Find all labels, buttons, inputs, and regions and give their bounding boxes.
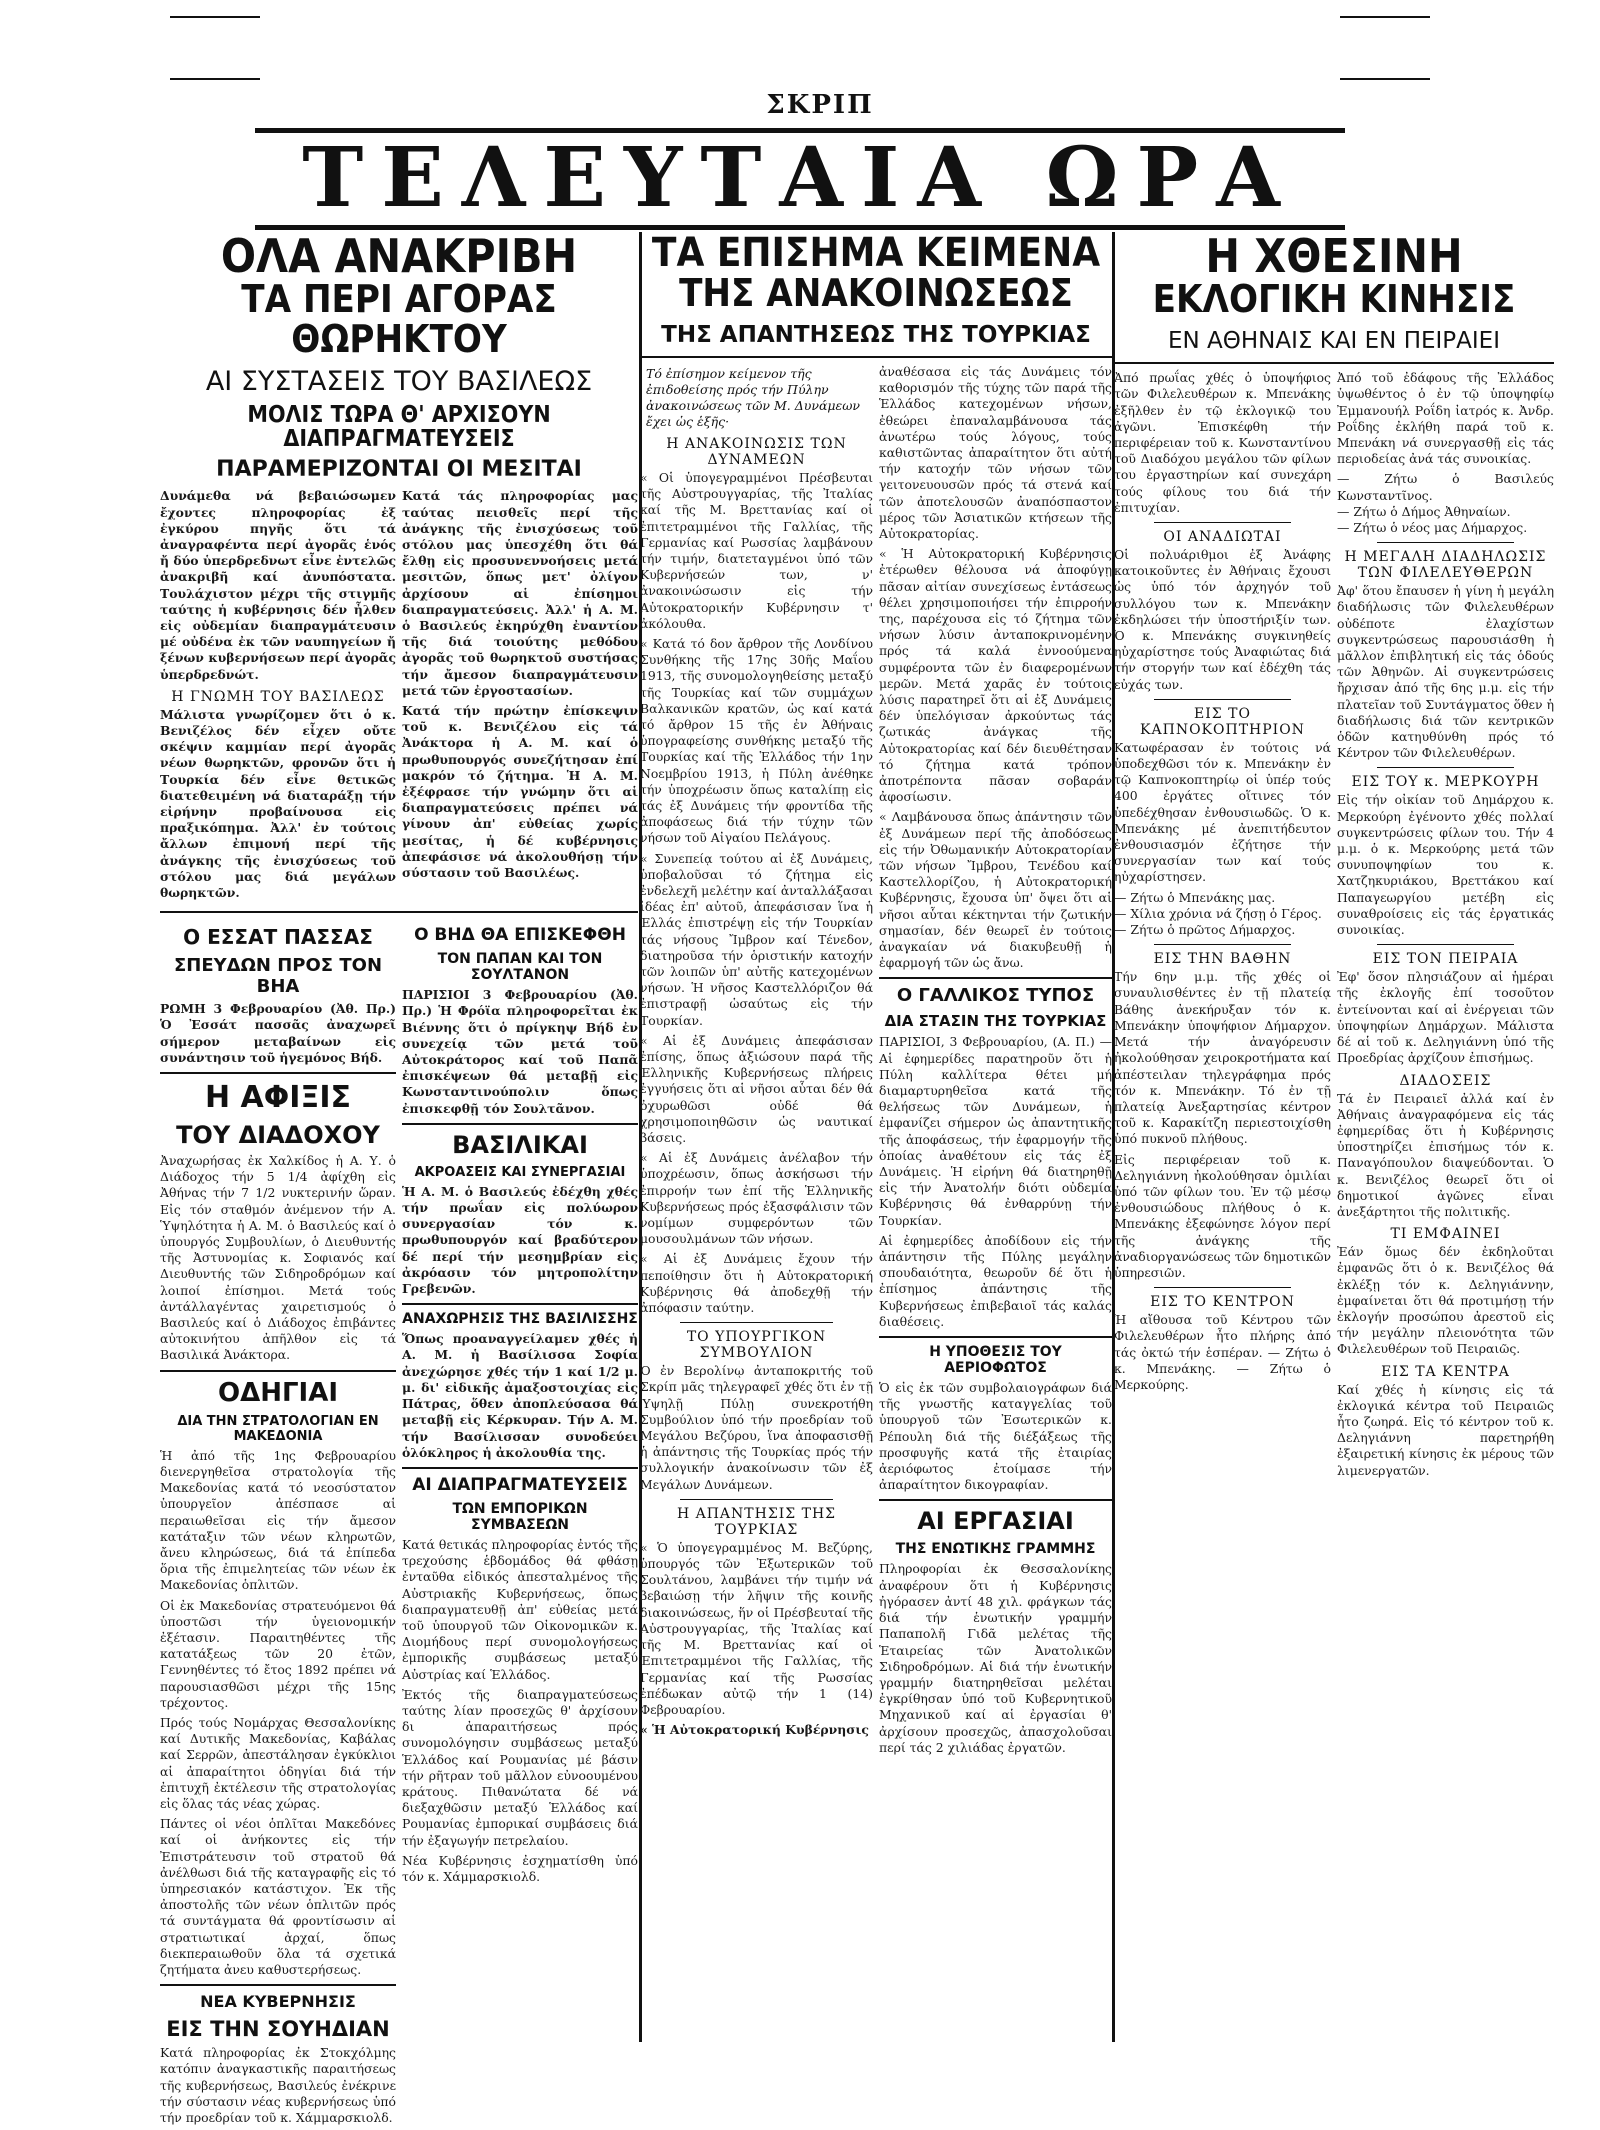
article-paragraph: Ἡ Α. Μ. ὁ Βασιλεύς ἐδέχθη χθές τήν πρωΐαν εἰς πολύωρον συνεργασίαν τόν κ. πρωθυπουργόν καί βραδύτερον δέ περί τήν μεσημβρίαν εἰς ἀκρόασιν τόν μητροπολίτην Γρεβενῶν.: [402, 1183, 638, 1297]
section-heading: ΟΔΗΓΙΑΙ: [217, 1377, 339, 1408]
article-paragraph: Εἰς τήν οἰκίαν τοῦ Δημάρχου κ. Μερκούρη ἐγένοντο χθές πολλαί συγκεντρώσεις φίλων του. Τήν 4 μ.μ. ὁ κ. Μερκούρης μετά τῶν συνυποψηφίων του κ. Χατζηκυριάκου, Βρεττάκου καί Παπαγεωργίου μετέβη εἰς συναθροίσεις εἰς τάς ἐργατικάς συνοικίας.: [1337, 792, 1554, 938]
section-heading: Ο ΕΣΣΑΤ ΠΑΣΣΑΣ: [183, 925, 373, 950]
divider: [879, 1336, 1112, 1338]
headline: ΟΛΑ ΑΝΑΚΡΙΒΗ: [220, 229, 578, 283]
section-heading: ΝΕΑ ΚΥΒΕΡΝΗΣΙΣ: [200, 1992, 356, 2012]
section-heading: ΤΩΝ ΕΜΠΟΡΙΚΩΝ ΣΥΜΒΑΣΕΩΝ: [452, 1500, 588, 1533]
article-paragraph: — Ζήτω ὁ Μπενάκης μας. — Χίλια χρόνια νά ζήσῃ ὁ Γέρος. — Ζήτω ὁ πρῶτος Δήμαρχος.: [1114, 889, 1322, 938]
article-paragraph: Ἐκτός τῆς διαπραγματεύσεως ταύτης λίαν προσεχῶς θ' ἀρχίσουν δι ἀπαραιτήσεως πρός συνομολόγησιν συμβάσεως μεταξύ Ἑλλάδος καί Ρουμανίας μέ βάσιν τήν ρῆτραν τοῦ μᾶλλον εὐνοουμένου κράτους. Πιθανώτατα δέ νά διεξαχθῶσιν μεταξύ Ἑλλάδος καί Ρουμανίας ἐμπορικαί συμβάσεις διά τήν ἐξαγωγήν πετρελαίου.: [402, 1686, 638, 1848]
divider: [402, 1467, 638, 1469]
article-paragraph: Μάλιστα γνωρίζομεν ὅτι ὁ κ. Βενιζέλος δέν εἶχεν οὔτε σκέψιν καμμίαν περί ἀγορᾶς νέων θωρηκτῶν, φρονῶν ὅτι ἡ Τουρκία δέν εἶνε θετικῶς διατεθειμένη νά διαταράξῃ τήν εἰρήνην προβαίνουσα εἰς πραξικόπημα. Ἀλλ' ἐν τούτοις ἄλλων ἐπιμονή περί τῆς ἀνάγκης τῆς ἐνισχύσεως τοῦ στόλου μας διά μεγάλων θωρηκτῶν.: [160, 706, 396, 901]
article-paragraph: Πληροφορίαι ἐκ Θεσσαλονίκης ἀναφέρουν ὅτι ἡ Κυβέρνησις ἠγόρασεν ἀντί 48 χιλ. φράγκων τάς διά τήν ἑνωτικήν γραμμήν Παπαπολῆ Γιδᾶ μελέτας τῆς Ἑταιρείας τῶν Ἀνατολικῶν Σιδηροδρόμων. Αἱ διά τήν ἑνωτικήν γραμμήν διατηρηθεῖσαι μελέται ἐγκρίθησαν ὑπό τοῦ Κυβερνητικοῦ Μηχανικοῦ καί αἱ ἐργασίαι θ' ἀρχίσουν προσεχῶς, ἀπασχολοῦσαι περί τάς 2 χιλιάδας ἐργατῶν.: [879, 1561, 1112, 1755]
divider: [160, 1984, 396, 1986]
divider: [160, 1072, 396, 1074]
section-heading: ΑΙ ΕΡΓΑΣΙΑΙ: [917, 1507, 1074, 1536]
column-left: [160, 229, 638, 2125]
article-paragraph: — Ζήτω ὁ Βασιλεύς Κωνσταντῖνος. — Ζήτω ὁ Δήμος Ἀθηναίων. — Ζήτω ὁ νέος μας Δήμαρχος.: [1337, 471, 1554, 536]
article-intro: Τό ἐπίσημον κείμενον τῆς ἐπιδοθείσης πρός τήν Πύλην ἀνακοινώσεως τῶν Μ. Δυνάμεων ἔχει ὡς ἑξῆς·: [646, 365, 861, 429]
headline-banner: [255, 128, 1345, 230]
divider: [1154, 944, 1291, 945]
divider: [680, 1322, 833, 1323]
article-paragraph: « Αἱ ἐξ Δυνάμεις ἀπεφάσισαν ἐπίσης, ὅπως ἀξιώσουν παρά τῆς Ἑλληνικῆς Κυβερνήσεως πλήρεις ἐγγυήσεις ὅτι αἱ νῆσοι αὗται δέν θά ὀχυρωθῶσι οὐδέ θά χρησιμοποιηθῶσιν ὡς ναυτικαί βάσεις.: [640, 1032, 873, 1146]
divider: [1154, 1287, 1291, 1288]
article-paragraph: Πρός τούς Νομάρχας Θεσσαλονίκης καί Δυτικῆς Μακεδονίας, Καβάλας καί Σερρῶν, ἀπεστάλησαν ἐγκύκλιοι αἱ ἀπαραίτητοι ὁδηγίαι διά τήν ἐπιτυχῆ ἐκτέλεσιν τῆς στρατολογίας εἰς ὅλας τάς νέας χώρας.: [160, 1714, 396, 1811]
article-paragraph: Δυνάμεθα νά βεβαιώσωμεν ἔχοντες πληροφορίας ἐξ ἐγκύρου πηγῆς ὅτι τά ἀναγραφέντα περί ἀγορᾶς ἑνός ἤ δύο ὑπερδρεδνωτ εἶνε ἐντελῶς ἀνακριβῆ καί ἀνυπόστατα. Τουλάχιστον μέχρι τῆς στιγμῆς ταύτης ἡ κυβέρνησις δέν ἦλθεν εἰς οὐδεμίαν διαπραγμάτευσιν μέ οὐδένα ἐκ τῶν ναυπηγείων ἤ ξένων κυβερνήσεων περί ἀγορᾶς ὑπερδρεδνώτ.: [160, 488, 396, 682]
section-heading: ΕΙΣ ΤΟΥ κ. ΜΕΡΚΟΥΡΗ: [1351, 774, 1540, 791]
column-right: [1114, 229, 1554, 2042]
article-paragraph: Κατωφέρασαν ἐν τούτοις νά ὑποδεχθῶσι τόν κ. Μπενάκην ἐν τῷ Καπνοκοπτηρίῳ οἱ ὑπέρ τούς 400 ἐργάτες οἵτινες τόν ὑπεδέχθησαν ἐνθουσιωδῶς. Ὁ κ. Μπενάκης μέ ἀνεπιτήδευτον ἐνθουσιασμόν ἐζήτησε τήν συνεργασίαν των καί τούς ηὐχαρίστησεν.: [1114, 739, 1331, 885]
article-paragraph: Ἀναχωρήσας ἐκ Χαλκίδος ἡ Α. Υ. ὁ Διάδοχος τήν 5 1/4 ἀφίχθη εἰς Ἀθήνας τήν 7 1/2 νυκτερινήν ὥραν. Εἰς τόν σταθμόν ἀνέμενον τήν Α. Ὑψηλότητα ἡ Α. Μ. ὁ Βασιλεύς καί ὁ ὑπουργός Συμβουλίων, ὁ Διευθυντής τῆς Ἀστυνομίας κ. Σοφιανός καί Διευθυντής τῶν Σιδηροδρόμων καί λοιποί ἐπίσημοι. Μετά τούς ἀντάλλαγέντας χαιρετισμούς ὁ Βασιλεύς καί ὁ Διάδοχος ἐπιβάντες αὐτοκινήτου ἀπῆλθον εἰς τά Βασιλικά Ἀνάκτορα.: [160, 1153, 396, 1363]
section-heading: Η ΑΦΙΞΙΣ: [204, 1080, 352, 1116]
article-body: [160, 488, 638, 905]
subheadline: ΜΟΛΙΣ ΤΩΡΑ Θ' ΑΡΧΙΣΟΥΝ ΔΙΑΠΡΑΓΜΑΤΕΥΣΕΙΣ: [247, 402, 551, 453]
article-paragraph: « Οἱ ὑπογεγραμμένοι Πρέσβευται τῆς Αὐστρουγγαρίας, τῆς Ἰταλίας καί τῆς Μ. Βρεττανίας καί οἱ ἐπιτετραμμένοι τῆς Γαλλίας, τῆς Γερμανίας καί Ρωσσίας λαμβάνουν τήν τιμήν, διατεταγμένοι ὑπό τῶν Κυβερνήσεών των, ν' ἀνακοινώσωσιν εἰς τήν Αὐτοκρατορικήν Κυβέρνησιν τ' ἀκόλουθα.: [640, 469, 873, 631]
subheadline: ΤΗΣ ΑΠΑΝΤΗΣΕΩΣ ΤΗΣ ΤΟΥΡΚΙΑΣ: [661, 321, 1091, 348]
divider: [1154, 699, 1291, 700]
section-heading: ΑΙ ΔΙΑΠΡΑΓΜΑΤΕΥΣΕΙΣ: [412, 1474, 628, 1495]
banner-ornament-right: [1340, 16, 1430, 80]
section-heading: Η ΥΠΟΘΕΣΙΣ ΤΟΥ ΑΕΡΙΟΦΩΤΟΣ: [929, 1344, 1062, 1377]
headline: ΤΑ ΕΠΙΣΗΜΑ ΚΕΙΜΕΝΑ: [651, 230, 1101, 276]
article-paragraph: Ἐφ' ὅσον πλησιάζουν αἱ ἡμέραι τῆς ἐκλογῆς ἐπί τοσοῦτον ἐντείνονται καί αἱ ἐνέργειαι τῶν ὑποψηφίων Δημάρχων. Μάλιστα δέ αἱ τοῦ κ. Δεληγιάννη ὑπό τῆς Προεδρίας ἀρχίζουν ἐπισήμως.: [1337, 969, 1554, 1066]
article-paragraph: Πάντες οἱ νέοι ὁπλῖται Μακεδόνες καί οἱ ἀνήκοντες εἰς τήν Ἐπιστράτευσιν τοῦ στρατοῦ θά ἀνέλθωσι διά τῆς καταγραφῆς εἰς τό ὑπηρεσιακόν κατάστιχον. Ἐκ τῆς ἀποστολῆς τῶν νέων ὁπλιτῶν πρός τά συντάγματα θά φροντίσωσιν αἱ στρατιωτικαί ἀρχαί, ὅπως διεκπεραιωθοῦν ὅλα τά σχετικά ζητήματα ἀνευ καθυστερήσεως.: [160, 1816, 396, 1977]
article-paragraph: Οἱ πολυάριθμοι ἐξ Ἀνάφης κατοικοῦντες ἐν Ἀθήναις ἔχουσι ὡς ὑπό τόν ἀρχηγόν τοῦ συλλόγου των κ. Μπενάκην ἐκδηλώσει τήν ὑποστήριξίν των. Ὁ κ. Μπενάκης συγκινηθείς ηὐχαρίστησε τούς Ἀναφιώτας διά τήν στοργήν των καί ἐδέχθη τάς εὐχάς των.: [1114, 547, 1331, 692]
article-paragraph: « Ἡ Αὐτοκρατορική Κυβέρνησις: [640, 1722, 869, 1738]
divider: [680, 1499, 833, 1500]
article-paragraph: Ὅπως προαναγγείλαμεν χθές ἡ Α. Μ. ἡ Βασίλισσα Σοφία ἀνεχώρησε χθές τήν 1 καί 1/2 μ. μ. δι' εἰδικῆς ἀμαξοστοιχίας εἰς Πάτρας, ὅθεν ἀποπλεύσασα θά μεταβῇ εἰς Κέρκυραν. Τήν Α. Μ. τήν Βασίλισσαν συνοδεύει ὁλόκληρος ἡ ἀκολουθία της.: [402, 1331, 638, 1460]
article-paragraph: Κατά τήν πρώτην ἐπίσκεψιν τοῦ κ. Βενιζέλου εἰς τά Ἀνάκτορα ἡ Α. Μ. καί ὁ πρωθυπουργός συνεζήτησαν ἐπί μακρόν τό ζήτημα. Ἡ Α. Μ. ἐξέφρασε τήν γνώμην ὅτι αἱ διαπραγματεύσεις πρέπει νά γίνουν ἀπ' εὐθείας χωρίς μεσίτας, ἡ δέ κυβέρνησις ἀπεφάσισε νά ἀκολουθήσῃ τήν σύστασιν τοῦ Βασιλέως.: [402, 703, 638, 881]
section-heading: Η ΓΝΩΜΗ ΤΟΥ ΒΑΣΙΛΕΩΣ: [171, 688, 385, 705]
section-heading: ΒΑΣΙΛΙΚΑΙ: [452, 1130, 588, 1159]
article-paragraph: Κατά τάς πληροφορίας μας ταύτας πεισθεῖς περί τῆς ἀνάγκης τῆς ἐνισχύσεως τοῦ στόλου μας ὑπεσχέθη ὅτι θά ἔλθῃ εἰς προσυνεννοήσεις μετά μεσιτῶν, ὅπως μετ' ὀλίγον ἀρχίσουν αἱ ἐπίσημοι διαπραγματεύσεις. Ἀλλ' ἡ Α. Μ. ὁ Βασιλεύς ἐκηρύχθη ἐναντίον τῆς διά τοιούτης μεθόδου ἀγορᾶς τοῦ θωρηκτοῦ συστήσας τήν ἄμεσον διαπραγμάτευσιν μετά τῶν ἐργοστασίων.: [402, 488, 638, 698]
article-paragraph: Ἡ ἀπό τῆς 1ης Φεβρουαρίου διενεργηθεῖσα στρατολογία τῆς Μακεδονίας κατά τό νεοσύστατον ὑπουργεῖον ἀπέσπασε αἱ περαιωθεῖσαι εἰς τήν ἄμεσον κατάταξιν τῶν νέων κληρωτῶν, ἄνευ κληρώσεως, διά τά ἐπίπεδα ὅρια τῆς ἐπιμελητείας τῶν νέων ἐκ Μακεδονίας ὁπλιτῶν.: [160, 1447, 396, 1593]
article-paragraph: Καί χθές ἡ κίνησις εἰς τά ἐκλογικά κέντρα τοῦ Πειραιῶς ἦτο ζωηρά. Εἰς τό κέντρον τοῦ κ. Δεληγιάννη παρετηρήθη ἐξαιρετική κίνησις ἐκ μέρους τῶν λιμενεργατῶν.: [1337, 1381, 1554, 1478]
article-paragraph: « Αἱ ἐξ Δυνάμεις ἔχουν τήν πεποίθησιν ὅτι ἡ Αὐτοκρατορική Κυβέρνησις θά ἀποδεχθῇ τήν ἀπόφασιν ταύτην.: [640, 1251, 873, 1316]
section-heading: ΕΙΣ ΤΟ ΚΑΠΝΟΚΟΠΤΗΡΙΟΝ: [1140, 705, 1305, 738]
divider: [640, 356, 1112, 358]
divider: [160, 1370, 396, 1372]
section-heading: ΤΗΣ ΕΝΩΤΙΚΗΣ ΓΡΑΜΜΗΣ: [895, 1541, 1096, 1558]
article-paragraph: Κατά πληροφορίας ἐκ Στοκχόλμης κατόπιν ἀναγκαστικῆς παραιτήσεως τῆς κυβερνήσεως, Βασιλεύς ἐνέκρινε τήν σύστασιν νέας κυβερνήσεως ὑπό τήν προεδρίαν τοῦ κ. Χάμμαρσκιολδ.: [160, 2045, 396, 2125]
article-paragraph: « Λαμβάνουσα ὅπως ἀπάντησιν τῶν ἐξ Δυνάμεων περί τῆς ἀποδόσεως εἰς τήν Ὀθωμανικήν Αὐτοκρατορίαν τῶν νήσων Ἴμβρου, Τενέδου καί Καστελλορίζου, ἡ Αὐτοκρατορική Κυβέρνησις, ἔχουσα ὑπ' ὄψει ὅτι αἱ νῆσοι αὗται κέκτηνται τήν ζωτικήν σημασίαν, δέν θεωρεῖ ἐν τούτοις ἀναγκαίαν νά διακυβευθῇ ἡ ἐφαρμογή τῶν ὡς ἄνω.: [879, 809, 1112, 971]
section-heading: ΑΚΡΟΑΣΕΙΣ ΚΑΙ ΣΥΝΕΡΓΑΣΙΑΙ: [414, 1164, 626, 1180]
article-paragraph: « Κατά τό δον ἄρθρον τῆς Λονδίνου Συνθήκης τῆς 17ης 30ῆς Μαΐου 1913, τῆς συνομολογηθείσης μεταξύ τῆς Τουρκίας καί τῶν συμμάχων Βαλκανικῶν κρατῶν, ὡς καί κατά τό ἄρθρον 15 τῆς ἐν Ἀθήναις ὑπογραφείσης συνθήκης μεταξύ τῆς Τουρκίας καί τῆς Ἑλλάδος τήν 1ην Νοεμβρίου 1913, ἡ Πύλη ἀνέθηκε τήν ὑποχρέωσιν ὅπως καταλίπῃ εἰς τάς ἐξ Δυνάμεις τήν φροντίδα τῆς ἀποφάσεως διά τήν τύχην τῶν νήσων τοῦ Αἰγαίου Πελάγους.: [640, 635, 873, 846]
headline: ΤΗΣ ΑΝΑΚΟΙΝΩΣΕΩΣ: [679, 271, 1073, 315]
divider: [879, 977, 1112, 979]
divider: [1377, 944, 1514, 945]
section-heading: ΕΙΣ ΤΟΝ ΠΕΙΡΑΙΑ: [1372, 951, 1519, 968]
section-heading: ΤΙ ΕΜΦΑΙΝΕΙ: [1390, 1226, 1501, 1243]
column-center: [640, 232, 1112, 2042]
article-paragraph: Οἱ ἐκ Μακεδονίας στρατευόμενοι θά ὑποστῶσι τήν ὑγειονομικήν ἐξέτασιν. Παραιτηθέντες τῆς κατατάξεως τῶν 20 ἐτῶν, Γεννηθέντες τό ἔτος 1892 πρέπει νά παρουσιασθῶσι μέχρι τῆς 15ης τρέχοντος.: [160, 1597, 396, 1710]
section-heading: Η ΑΠΑΝΤΗΣΙΣ ΤΗΣ ΤΟΥΡΚΙΑΣ: [676, 1505, 837, 1538]
section-heading: Ο ΒΗΔ ΘΑ ΕΠΙΣΚΕΦΘΗ: [414, 925, 626, 946]
divider: [1377, 542, 1514, 543]
divider: [402, 1123, 638, 1125]
headline: ΕΚΛΟΓΙΚΗ ΚΙΝΗΣΙΣ: [1152, 277, 1516, 322]
section-heading: ΣΠΕΥΔΩΝ ΠΡΟΣ ΤΟΝ ΒΗΑ: [173, 955, 383, 998]
article-paragraph: Τά ἐν Πειραιεῖ ἀλλά καί ἐν Ἀθήναις ἀναγραφόμενα εἰς τάς ἐφημερίδας ὅτι ἡ Κυβέρνησις ὑποστηρίζει ἐπισήμως τόν κ. Παναγόπουλον διαψεύδονται. Ὁ κ. Βενιζέλος θεωρεῖ ὅτι οἱ δημοτικοί ἀγῶνες εἶναι ἀνεξάρτητοι τῆς πολιτικῆς.: [1337, 1090, 1554, 1219]
article-paragraph: Ἀφ' ὅτου ἔπαυσεν ἡ γίνη ἡ μεγάλη διαδήλωσις τῶν Φιλελευθέρων οὐδέποτε ἐλαχίστων συγκεντρώσεως παρουσιάσθη ἡ μᾶλλον ἐπιβλητική εἰς τάς ὁδούς τῶν Ἀθηνῶν. Αἱ συγκεντρώσεις ἤρχισαν ἀπό τῆς 6ης μ.μ. εἰς τήν πλατεῖαν τοῦ Συντάγματος ὅθεν ἡ διαδήλωσις διά τῶν κεντρικῶν ὁδῶν κατηυθύνθη πρός τό Κέντρον τῶν Φιλελευθέρων.: [1337, 583, 1554, 761]
article-paragraph: Ὁ ἐν Βερολίνῳ ἀνταποκριτής τοῦ Σκρίπ μᾶς τηλεγραφεῖ χθές ὅτι ἐν τῇ Ὑψηλῇ Πύλῃ συνεκροτήθη Συμβούλιον ὑπό τήν προεδρίαν τοῦ Μεγάλου Βεζύρου, ἵνα ἀποφασισθῇ ἡ ἀπάντησις τῆς Τουρκίας πρός τήν συλλογικήν ἀνακοίνωσιν τῶν ἐξ Μεγάλων Δυνάμεων.: [640, 1363, 873, 1492]
article-paragraph: Ἐάν ὅμως δέν ἐκδηλοῦται ἐμφανῶς ὅτι ὁ κ. Βενιζέλος θά ἐκλέξῃ τόν κ. Δεληγιάννην, ἐμφαίνεται ὅτι θά προτιμήσῃ τήν ἐκλογήν προσώπου ἀρεστοῦ εἰς τήν μεγάλην πλειονότητα τῶν Φιλελευθέρων τοῦ Πειραιῶς.: [1337, 1244, 1554, 1357]
divider: [879, 1499, 1112, 1501]
article-paragraph: « Ἡ Αὐτοκρατορική Κυβέρνησις ἐτέρωθεν θέλουσα νά ἀποφύγῃ πᾶσαν αἰτίαν συνεχίσεως ἐντάσεως θέλει χρησιμοποιήσει τήν ἐπιρροήν της, παρέχουσα εἰς τό ζήτημα τῶν νήσων λύσιν ἀνταποκρινομένην πρός τά καλά ἐννοούμενα συμφέροντα τῶν ἐν διαφερομένων μερῶν. Μετά χαρᾶς ἐν τούτοις λύσις παρατηρεῖ ὅτι αἱ ἐξ Δυνάμεις δέν ὑπελόγισαν ἀρκούντως τάς ζωτικάς ἀνάγκας τῆς Αὐτοκρατορίας καί δέν διευθέτησαν τό ζήτημα κατά τρόπον ἀποτρέποντα πᾶσαν σοβαράν ἀφοσίωσιν.: [879, 546, 1112, 805]
section-heading: ΕΙΣ ΤΟ ΚΕΝΤΡΟΝ: [1150, 1294, 1295, 1311]
section-heading: ΔΙΑ ΤΗΝ ΣΤΡΑΤΟΛΟΓΙΑΝ ΕΝ ΜΑΚΕΔΟΝΙΑ: [177, 1413, 379, 1444]
article-paragraph: « Αἱ ἐξ Δυνάμεις ἀνέλαβον τήν ὑποχρέωσιν, ὅπως ἀσκήσωσι τήν ἐπιρροήν των ἐπί τῆς Ἑλληνικῆς Κυβερνήσεως πρός ἐξασφάλισιν τῶν νομίμων συμφερόντων τῶν μουσουλμάνων τῶν νήσων.: [640, 1150, 873, 1247]
article-paragraph: Κατά θετικάς πληροφορίας ἐντός τῆς τρεχούσης ἑβδομάδος θά φθάσῃ ἐνταῦθα εἰδικός ἀπεσταλμένος τῆς Αὐστριακῆς Κυβερνήσεως, ὅπως διαπραγματευθῇ ἀπ' εὐθείας μετά τοῦ ὑπουργοῦ τῶν Οἰκονομικῶν κ. Διομήδους περί συνομολογήσεως ἐμπορικῆς συμβάσεως μεταξύ Αὐστρίας καί Ἑλλάδος.: [402, 1536, 638, 1682]
divider: [1377, 767, 1514, 768]
divider: [1154, 522, 1291, 523]
section-heading: ΕΙΣ ΤΗΝ ΒΑΘΗΝ: [1153, 951, 1292, 968]
section-heading: ΤΟ ΥΠΟΥΡΓΙΚΟΝ ΣΥΜΒΟΥΛΙΟΝ: [686, 1329, 827, 1362]
subheadline: ΑΙ ΣΥΣΤΑΣΕΙΣ ΤΟΥ ΒΑΣΙΛΕΩΣ: [205, 366, 593, 398]
article-paragraph: Ὁ εἰς ἐκ τῶν συμβολαιογράφων διά τῆς γνωστῆς καταγγελίας τοῦ ὑπουργοῦ τῶν Ἐσωτερικῶν κ. Ρέπουλη διά τῆς διέξάξεως τῆς προσφυγῆς κατά τῆς ἐταιρίας ἀεριόφωτος ἐτοίμασε τήν ἀπαραίτητον δικογραφίαν.: [879, 1380, 1112, 1493]
article-paragraph: Εἰς περιφέρειαν τοῦ κ. Δεληγιάννη ἠκολούθησαν ὁμιλίαι ὑπό τῶν φίλων του. Ἐν τῷ μέσῳ ἐνθουσιώδους πλήθους ὁ κ. Μπενάκης ἐξεφώνησε λόγον περί τῆς ἀνάγκης τῆς ἀναδιοργανώσεως τῶν δημοτικῶν ὑπηρεσιῶν.: [1114, 1151, 1331, 1280]
article-body: [640, 364, 1112, 1760]
article-paragraph: Ἡ αἴθουσα τοῦ Κέντρου τῶν Φιλελευθέρων ἦτο πλήρης ἀπό τάς ὀκτώ τήν ἑσπέραν. — Ζήτω ὁ κ. Μπενάκης. — Ζήτω ὁ Μερκούρης.: [1114, 1312, 1331, 1392]
section-heading: ΤΟΝ ΠΑΠΑΝ ΚΑΙ ΤΟΝ ΣΟΥΛΤΑΝΟΝ: [437, 951, 603, 984]
article-paragraph: ΠΑΡΙΣΙΟΙ 3 Φεβρουαρίου (Ἀθ. Πρ.) Ἡ Φρόϊα πληροφορεῖται ἐκ Βιέννης ὅτι ὁ πρίγκηψ Βήδ ἐν συνεχείᾳ τῶν μετά τοῦ Αὐτοκράτορος καί τοῦ Παπᾶ ἐπισκέψεων θά μεταβῇ εἰς Κωνσταντινούπολιν ὅπως ἐπισκεφθῇ τόν Σουλτᾶνον.: [402, 987, 638, 1116]
article-paragraph: « Συνεπείᾳ τούτου αἱ ἐξ Δυνάμεις, ὑποβαλοῦσαι τό ζήτημα εἰς ἐνδελεχῆ μελέτην καί ἀνταλλάξασαι ἰδέας ἐπ' αὐτοῦ, ἀπεφάσισαν ἵνα ἡ Ἑλλάς ἐπιστρέψῃ εἰς τήν Τουρκίαν τάς νήσους Ἴμβρον καί Τένεδον, διατηροῦσα τήν ὁριστικήν κατοχήν τῶν λοιπῶν ὑπ' αὐτῆς κατεχομένων νήσων. Ἡ νῆσος Καστελλόριζον θά ἐπιστραφῇ ὡσαύτως εἰς τήν Τουρκίαν.: [640, 850, 873, 1028]
divider: [160, 911, 638, 913]
article-body: [1114, 370, 1554, 1483]
article-paragraph: Ἀπό πρωΐας χθές ὁ ὑποψήφιος τῶν Φιλελευθέρων κ. Μπενάκης ἐξῆλθεν ἐν τῷ ἐκλογικῷ του ἀγῶνι. Ἐπισκέφθη τήν περιφέρειαν τοῦ κ. Κωνσταντίνου τοῦ Διαδόχου μεγάλου τῶν φίλων του ἐργαστηρίων καί συνεχάρη τούς φίλους του διά τήν ἐπιτυχίαν.: [1114, 370, 1331, 515]
article-paragraph: ΠΑΡΙΣΙΟΙ, 3 Φεβρουαρίου, (Α. Π.) — Αἱ ἐφημερίδες παρατηροῦν ὅτι ἡ Πύλη καλλίτερα θέτει μή διαμαρτυρηθεῖσα κατά τῆς θελήσεως τῶν Δυνάμεων, ἡ ἐμφανίζει σήμερον ὡς ἀπαντητικῆς τῆς ἀποφάσεως, τήν ἐφαρμογήν τῆς ὁποίας ἀναθέτουν εἰς τάς ἐξ Δυνάμεις. Ἡ εἰρήνη θά διατηρηθῇ εἰς τήν Ἀνατολήν διότι οὐδεμία Κυβέρνησις θά ἐνθαρρύνῃ τήν Τουρκίαν.: [879, 1034, 1112, 1228]
article-paragraph: « Ὁ ὑπογεγραμμένος Μ. Βεζύρης, ὑπουργός τῶν Ἐξωτερικῶν τοῦ Σουλτάνου, λαμβάνει τήν τιμήν νά βεβαιώσῃ τήν λῆψιν τῆς κοινῆς διακοινώσεως, ἥν οἱ Πρέσβευταί τῆς Αὐστρουγγαρίας, τῆς Ἰταλίας καί τῆς Μ. Βρεττανίας καί οἱ Ἐπιτετραμμένοι τῆς Γαλλίας, τῆς Γερμανίας καί τῆς Ρωσσίας ἐπέδωκαν αὐτῷ τήν 1 (14) Φεβρουαρίου.: [640, 1539, 873, 1717]
section-heading: Η ΜΕΓΑΛΗ ΔΙΑΔΗΛΩΣΙΣ ΤΩΝ ΦΙΛΕΛΕΥΘΕΡΩΝ: [1344, 549, 1547, 582]
section-heading: ΔΙΑΔΟΣΕΙΣ: [1399, 1072, 1492, 1089]
section-heading: ΑΝΑΧΩΡΗΣΙΣ ΤΗΣ ΒΑΣΙΛΙΣΣΗΣ: [402, 1311, 638, 1328]
article-paragraph: Τήν 6ην μ.μ. τῆς χθές οἱ συναυλισθέντες ἐν τῇ πλατείᾳ Βάθης ἀνεκήρυξαν τόν κ. Μπενάκην ὑποψήφιον Δήμαρχον. Μετά τήν ἀναγόρευσιν ἠκολούθησαν χειροκροτήματα καί ἀπέστειλαν τηλεγράφημα πρός τόν κ. Μπενάκην. Τό ἐν τῇ πλατείᾳ Ἀνεξαρτησίας κέντρον τοῦ κ. Καρακίτζη περιεστοιχίσθη ὑπό πυκνοῦ πλήθους.: [1114, 969, 1331, 1147]
divider: [1114, 362, 1554, 364]
section-heading: ΟΙ ΑΝΑΔΙΩΤΑΙ: [1163, 529, 1282, 546]
section-heading: Ο ΓΑΛΛΙΚΟΣ ΤΥΠΟΣ: [896, 985, 1095, 1007]
paper-name: ΣΚΡΙΠ: [766, 90, 874, 120]
headline: Η ΧΘΕΣΙΝΗ: [1205, 229, 1463, 283]
section-heading: ΤΟΥ ΔΙΑΔΟΧΟΥ: [176, 1121, 380, 1150]
subheadline: ΠΑΡΑΜΕΡΙΖΟΝΤΑΙ ΟΙ ΜΕΣΙΤΑΙ: [216, 457, 582, 483]
article-row: [160, 919, 638, 2130]
article-paragraph: ἀναθέσασα εἰς τάς Δυνάμεις τόν καθορισμόν τῆς τύχης τῶν παρά τῆς Ἑλλάδος κατεχομένων νήσων, ἐθεώρει ἐπαναλαμβάνουσα τάς ἀνωτέρω τούς λόγους, τούς καθιστῶντας ἀπαραίτητον ὅτι αὐτή τήν κατοχήν τῶν νήσων τῶν γειτονευουσῶν πρός τά στενά καί τῶν ἀποτελουσῶν ἀναπόσπαστον μέρος τῶν Ἀσιατικῶν κτήσεων τῆς Αὐτοκρατορίας.: [879, 363, 1112, 541]
banner-ornament-left: [170, 16, 260, 80]
article-paragraph: Ἀπό τοῦ ἐδάφους τῆς Ἑλλάδος ὑψωθέντος ὁ ἐν τῷ ὑποψηφίῳ Ἐμμανουήλ Ροΐδη ἰατρός κ. Ἀνδρ. Ροΐδης ἐκλήθη παρά τοῦ κ. Μπενάκη νά συνεργασθῇ εἰς τάς περιοδείας ἀνά τάς συνοικίας.: [1337, 370, 1554, 467]
headline: ΤΑ ΠΕΡΙ ΑΓΟΡΑΣ ΘΩΡΗΚΤΟΥ: [241, 277, 557, 362]
article-paragraph: Αἱ ἐφημερίδες ἀποδίδουν εἰς τήν ἀπάντησιν τῆς Πύλης μεγάλην σπουδαιότητα, θεωροῦν δέ ὅτι ἡ ἐπίσημος ἀπάντησις τῆς Κυβερνήσεως ἐπιβεβαιοῖ τάς καλάς διαθέσεις.: [879, 1232, 1112, 1329]
article-paragraph: Νέα Κυβέρνησις ἐσχηματίσθη ὑπό τόν κ. Χάμμαρσκιολδ.: [402, 1852, 638, 1884]
divider: [402, 1303, 638, 1305]
section-heading: Η ΑΝΑΚΟΙΝΩΣΙΣ ΤΩΝ ΔΥΝΑΜΕΩΝ: [666, 435, 847, 468]
article-paragraph: ΡΩΜΗ 3 Φεβρουαρίου (Ἀθ. Πρ.) Ὁ Ἐσσάτ πασσᾶς ἀναχωρεῖ σήμερον μεταβαίνων εἰς συνάντησιν τοῦ ἡγεμόνος Βήδ.: [160, 1001, 396, 1065]
section-heading: ΔΙΑ ΣΤΑΣΙΝ ΤΗΣ ΤΟΥΡΚΙΑΣ: [884, 1012, 1107, 1031]
section-heading: ΕΙΣ ΤΗΝ ΣΟΥΗΔΙΑΝ: [166, 2017, 390, 2042]
subheadline: ΕΝ ΑΘΗΝΑΙΣ ΚΑΙ ΕΝ ΠΕΙΡΑΙΕΙ: [1167, 328, 1501, 355]
section-heading: ΕΙΣ ΤΑ ΚΕΝΤΡΑ: [1381, 1363, 1510, 1380]
banner-title: ΤΕΛΕΥΤΑΙΑ ΩΡΑ: [302, 130, 1298, 226]
